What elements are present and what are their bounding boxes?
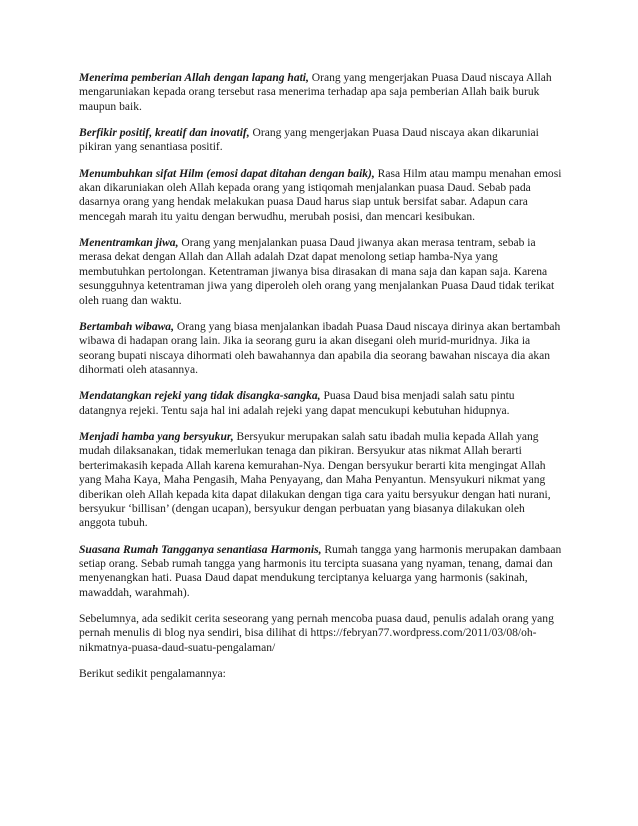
paragraph-body: Orang yang mengerjakan Puasa Daud niscaya akan dikaruniai pikiran yang senantiasa positif.: [79, 127, 539, 154]
paragraph-7: [79, 430, 563, 531]
paragraph-lead: Menerima pemberian Allah dengan lapang hati: [79, 72, 307, 84]
paragraph-body: Berikut sedikit pengalamannya:: [79, 667, 226, 680]
paragraph-body: Rumah tangga yang harmonis merupakan dambaan setiap orang. Sebab rumah tangga yang harmonis itu tercipta suasana yang nyaman, tenang, damai dan menyenangkan hati. Puasa Daud dapat mendukung terciptanya keluarga yang harmonis (sakinah, mawaddah, warahmah).: [79, 543, 562, 599]
paragraph-lead: Suasana Rumah Tangganya senantiasa Harmonis: [79, 543, 319, 556]
paragraph-2: [79, 126, 563, 155]
paragraph-4: [79, 236, 563, 308]
paragraph-3: [79, 167, 563, 225]
paragraph-intro-story: [79, 612, 563, 655]
paragraph-body: Bersyukur merupakan salah satu ibadah mulia kepada Allah yang mudah dilaksanakan, tidak memerlukan tenaga dan pikiran. Bersyukur atas nikmat Allah berarti berterimakasih kepada Allah karena kemurahan-Nya. Dengan bersyukur berarti kita mengingat Allah yang Maha Kaya, Maha Pengasih, Maha Penyayang, dan Maha Penyantun. Mensyukuri nikmat yang diberikan oleh Allah kepada kita dapat dilakukan dengan tiga cara yaitu bersyukur dengan hati nurani, bersyukur ‘billisan’ (dengan ucapan), bersyukur dengan perbuatan yang biasanya dilakukan oleh anggota tubuh.: [79, 430, 551, 530]
paragraph-body: Orang yang biasa menjalankan ibadah Puasa Daud niscaya dirinya akan bertambah wibawa di hadapan orang lain. Jika ia seorang guru ia akan disegani oleh murid-muridnya. Jika ia seorang bupati niscaya dihormati oleh bawahannya dan apabila dia seorang bawahan niscaya dia akan dihormati oleh atasannya.: [79, 320, 561, 377]
paragraph-body: Orang yang menjalankan puasa Daud jiwanya akan merasa tentram, sebab ia merasa dekat dengan Allah dan Allah adalah Dzat dapat menolong setiap hamba-Nya yang membutuhkan pertolongan. Ketentraman jiwanya bisa dirasakan di mana saja dan kapan saja. Karena sesungguhnya ketentraman jiwa yang diperoleh oleh orang yang menjalankan Puasa Daud tidak terikat oleh ruang dan waktu.: [79, 237, 555, 307]
paragraph-body: Rasa Hilm atau mampu menahan emosi akan dikaruniakan oleh Allah kepada orang yang istiqomah menjalankan puasa Daud. Sebab pada dasarnya orang yang hendak melakukan puasa Daud harus siap untuk bersifat sabar. Adapun cara mencegah marah itu yaitu dengan berwudhu, merubah posisi, dan mencari kesibukan.: [79, 167, 562, 223]
paragraph-lead: Berfikir positif, kreatif dan inovatif: [79, 127, 247, 140]
paragraph-6: [79, 389, 563, 418]
paragraph-5: [79, 320, 563, 378]
paragraph-lead-punct: ,: [306, 72, 309, 84]
paragraph-lead: Menentramkan jiwa: [79, 237, 176, 250]
paragraph-lead-punct: ,: [175, 237, 179, 250]
paragraph-lead: Bertambah wibawa: [79, 320, 172, 333]
paragraph-closing: [79, 667, 563, 681]
paragraph-lead-punct: ,: [246, 127, 250, 140]
paragraph-8: [79, 543, 563, 601]
paragraph-lead-punct: ,: [371, 167, 375, 180]
paragraph-body: Orang yang mengerjakan Puasa Daud niscaya Allah mengaruniakan kepada orang tersebut rasa menerima terhadap apa saja pemberian Allah baik buruk maupun baik.: [79, 72, 552, 113]
paragraph-lead: Menumbuhkan sifat Hilm (emosi dapat ditahan dengan baik): [79, 167, 372, 180]
paragraph-body: Sebelumnya, ada sedikit cerita seseorang yang pernah mencoba puasa daud, penulis adalah orang yang pernah menulis di blog nya sendiri, bisa dilihat di https://febryan77.wordpress.com/2011/03/08/oh-nikmatnya-puasa-daud-suatu-pengalaman/: [79, 612, 554, 654]
paragraph-lead: Menjadi hamba yang bersyukur,: [79, 430, 234, 443]
paragraph-lead-punct: ,: [171, 320, 174, 333]
paragraph-lead-punct: ,: [318, 543, 322, 556]
paragraph-lead: Mendatangkan rejeki yang tidak disangka-sangka,: [79, 390, 321, 403]
paragraph-body: Puasa Daud bisa menjadi salah satu pintu datangnya rejeki. Tentu saja hal ini adalah rejeki yang dapat mencukupi kebutuhan hidupnya.: [79, 390, 515, 417]
paragraph-1: [79, 71, 563, 114]
document-page: [79, 71, 563, 693]
